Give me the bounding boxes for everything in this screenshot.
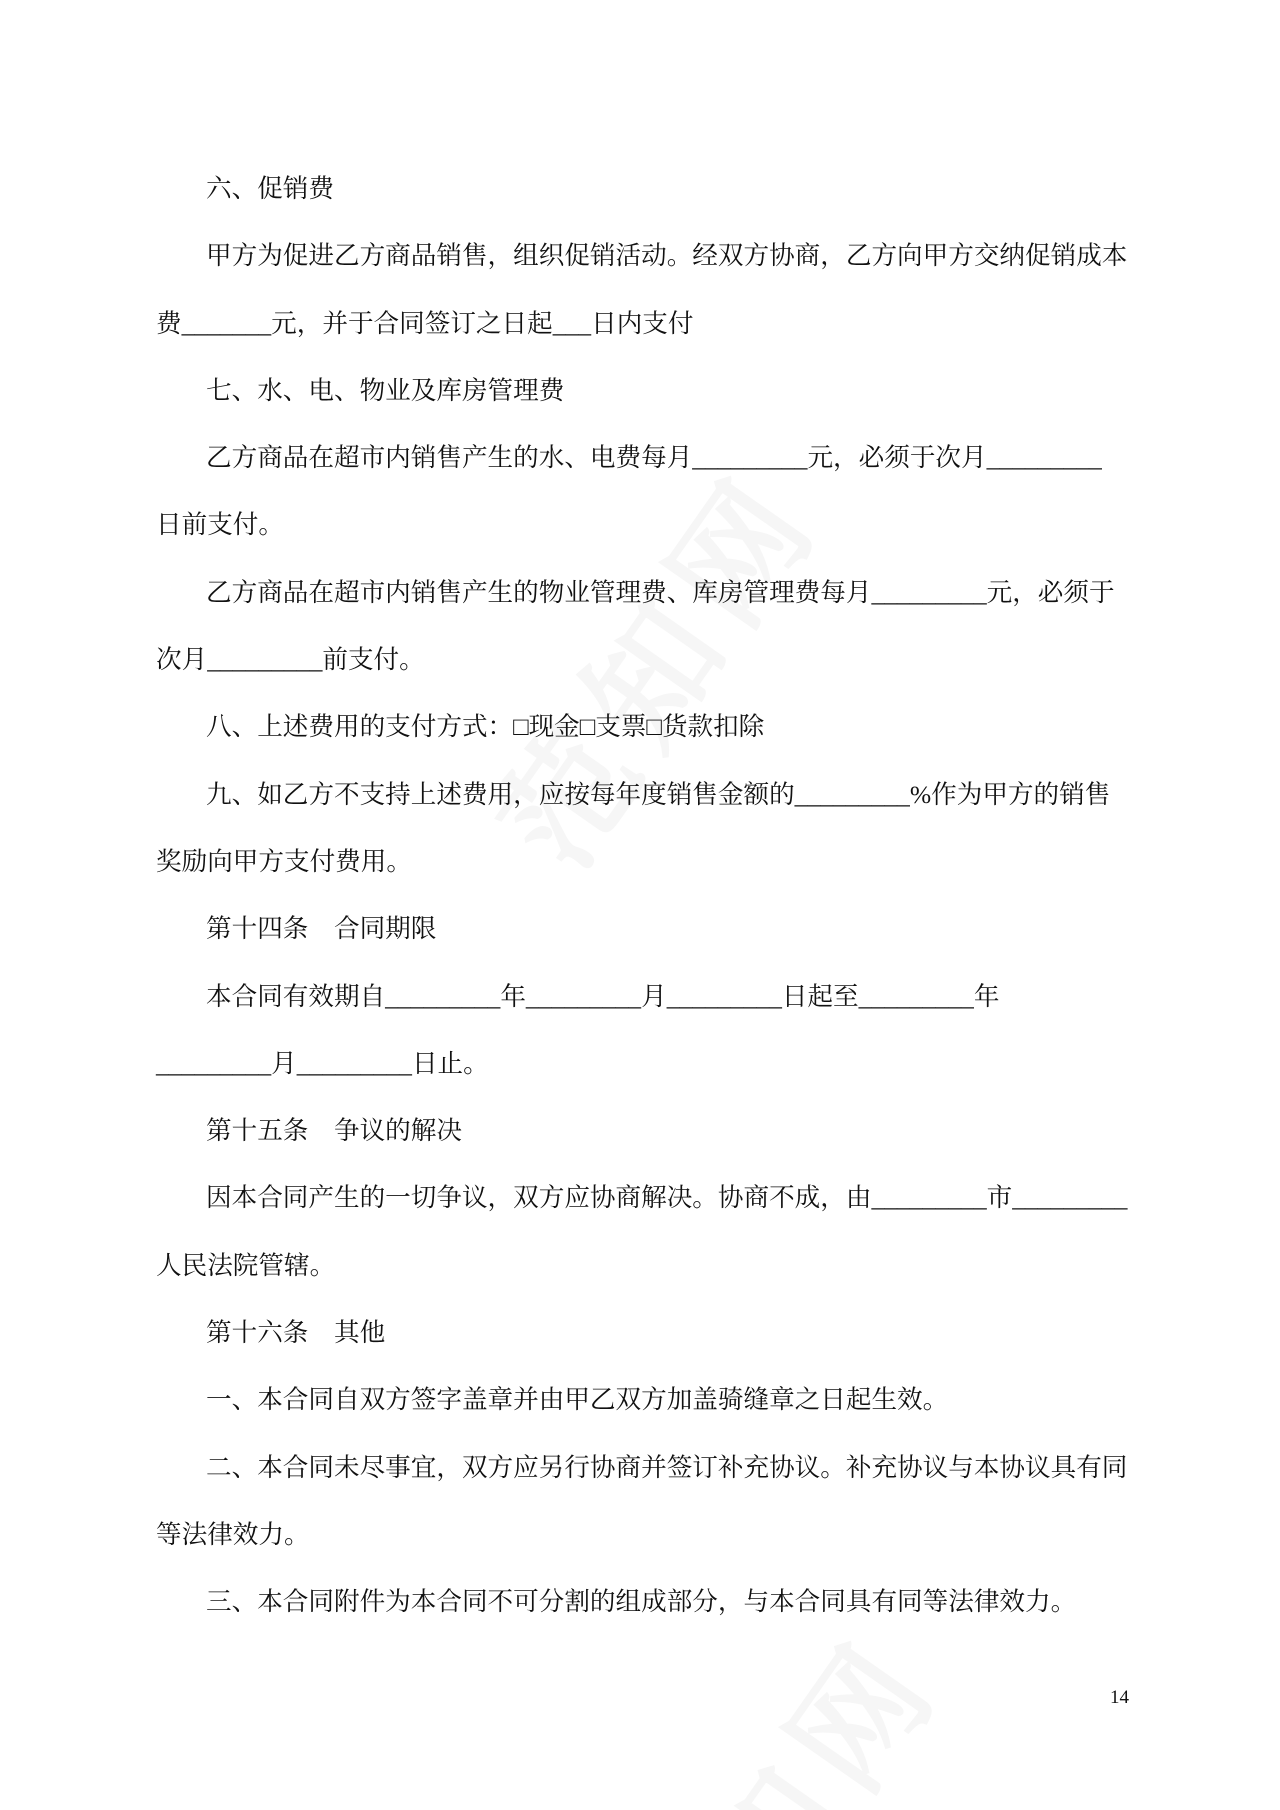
watermark <box>601 1616 962 1810</box>
paragraph-contract-term <box>156 963 1136 1098</box>
paragraph-line: 等法律效力。 <box>156 1519 310 1549</box>
paragraph-line: 三、本合同附件为本合同不可分割的组成部分，与本合同具有同等法律效力。 <box>206 1587 1077 1617</box>
paragraph-line: _________月_________日止。 <box>156 1048 489 1078</box>
page-number: 14 <box>1110 1687 1129 1708</box>
heading-line: 第十六条 其他 <box>206 1318 386 1348</box>
paragraph-line: 一、本合同自双方签字盖章并由甲乙双方加盖骑缝章之日起生效。 <box>206 1385 949 1415</box>
document-body <box>156 155 1136 1636</box>
paragraph-promotion-cost <box>156 222 1136 357</box>
paragraph-line: 乙方商品在超市内销售产生的水、电费每月_________元，必须于次月_________ <box>206 443 1102 473</box>
paragraph-line: 八、上述费用的支付方式：□现金□支票□货款扣除 <box>206 712 765 742</box>
paragraph-line: 乙方商品在超市内销售产生的物业管理费、库房管理费每月_________元，必须于 <box>206 577 1115 607</box>
paragraph-attachments <box>156 1568 1136 1635</box>
paragraph-line: 甲方为促进乙方商品销售，组织促销活动。经双方协商，乙方向甲方交纳促销成本 <box>206 241 1128 271</box>
paragraph-water-electricity <box>156 424 1136 559</box>
article-heading-14 <box>156 895 1136 962</box>
heading-line: 七、水、电、物业及库房管理费 <box>206 375 565 405</box>
paragraph-line: 二、本合同未尽事宜，双方应另行协商并签订补充协议。补充协议与本协议具有同 <box>206 1452 1128 1482</box>
heading-line: 第十四条 合同期限 <box>206 914 437 944</box>
paragraph-sales-reward <box>156 761 1136 896</box>
paragraph-dispute-resolution <box>156 1164 1136 1299</box>
paragraph-line: 日前支付。 <box>156 510 284 540</box>
paragraph-line: 因本合同产生的一切争议，双方应协商解决。协商不成，由_________市_________ <box>206 1183 1128 1213</box>
clause-heading-utilities <box>156 357 1136 424</box>
heading-line: 六、促销费 <box>206 174 334 203</box>
paragraph-line: 费_______元，并于合同签订之日起___日内支付 <box>156 308 694 338</box>
article-heading-15 <box>156 1097 1136 1164</box>
paragraph-line: 本合同有效期自_________年_________月_________日起至_________年 <box>206 981 1000 1011</box>
paragraph-line: 奖励向甲方支付费用。 <box>156 846 412 876</box>
heading-line: 第十五条 争议的解决 <box>206 1116 462 1146</box>
paragraph-property-management <box>156 559 1136 694</box>
paragraph-payment-method <box>156 693 1136 760</box>
article-heading-16 <box>156 1299 1136 1366</box>
paragraph-line: 次月_________前支付。 <box>156 645 425 675</box>
paragraph-line: 人民法院管辖。 <box>156 1250 336 1280</box>
clause-heading-promotion-fee <box>156 155 1136 222</box>
paragraph-effective-date <box>156 1366 1136 1433</box>
paragraph-line: 九、如乙方不支持上述费用，应按每年度销售金额的_________%作为甲方的销售 <box>206 779 1111 809</box>
paragraph-supplementary-agreement <box>156 1434 1136 1569</box>
